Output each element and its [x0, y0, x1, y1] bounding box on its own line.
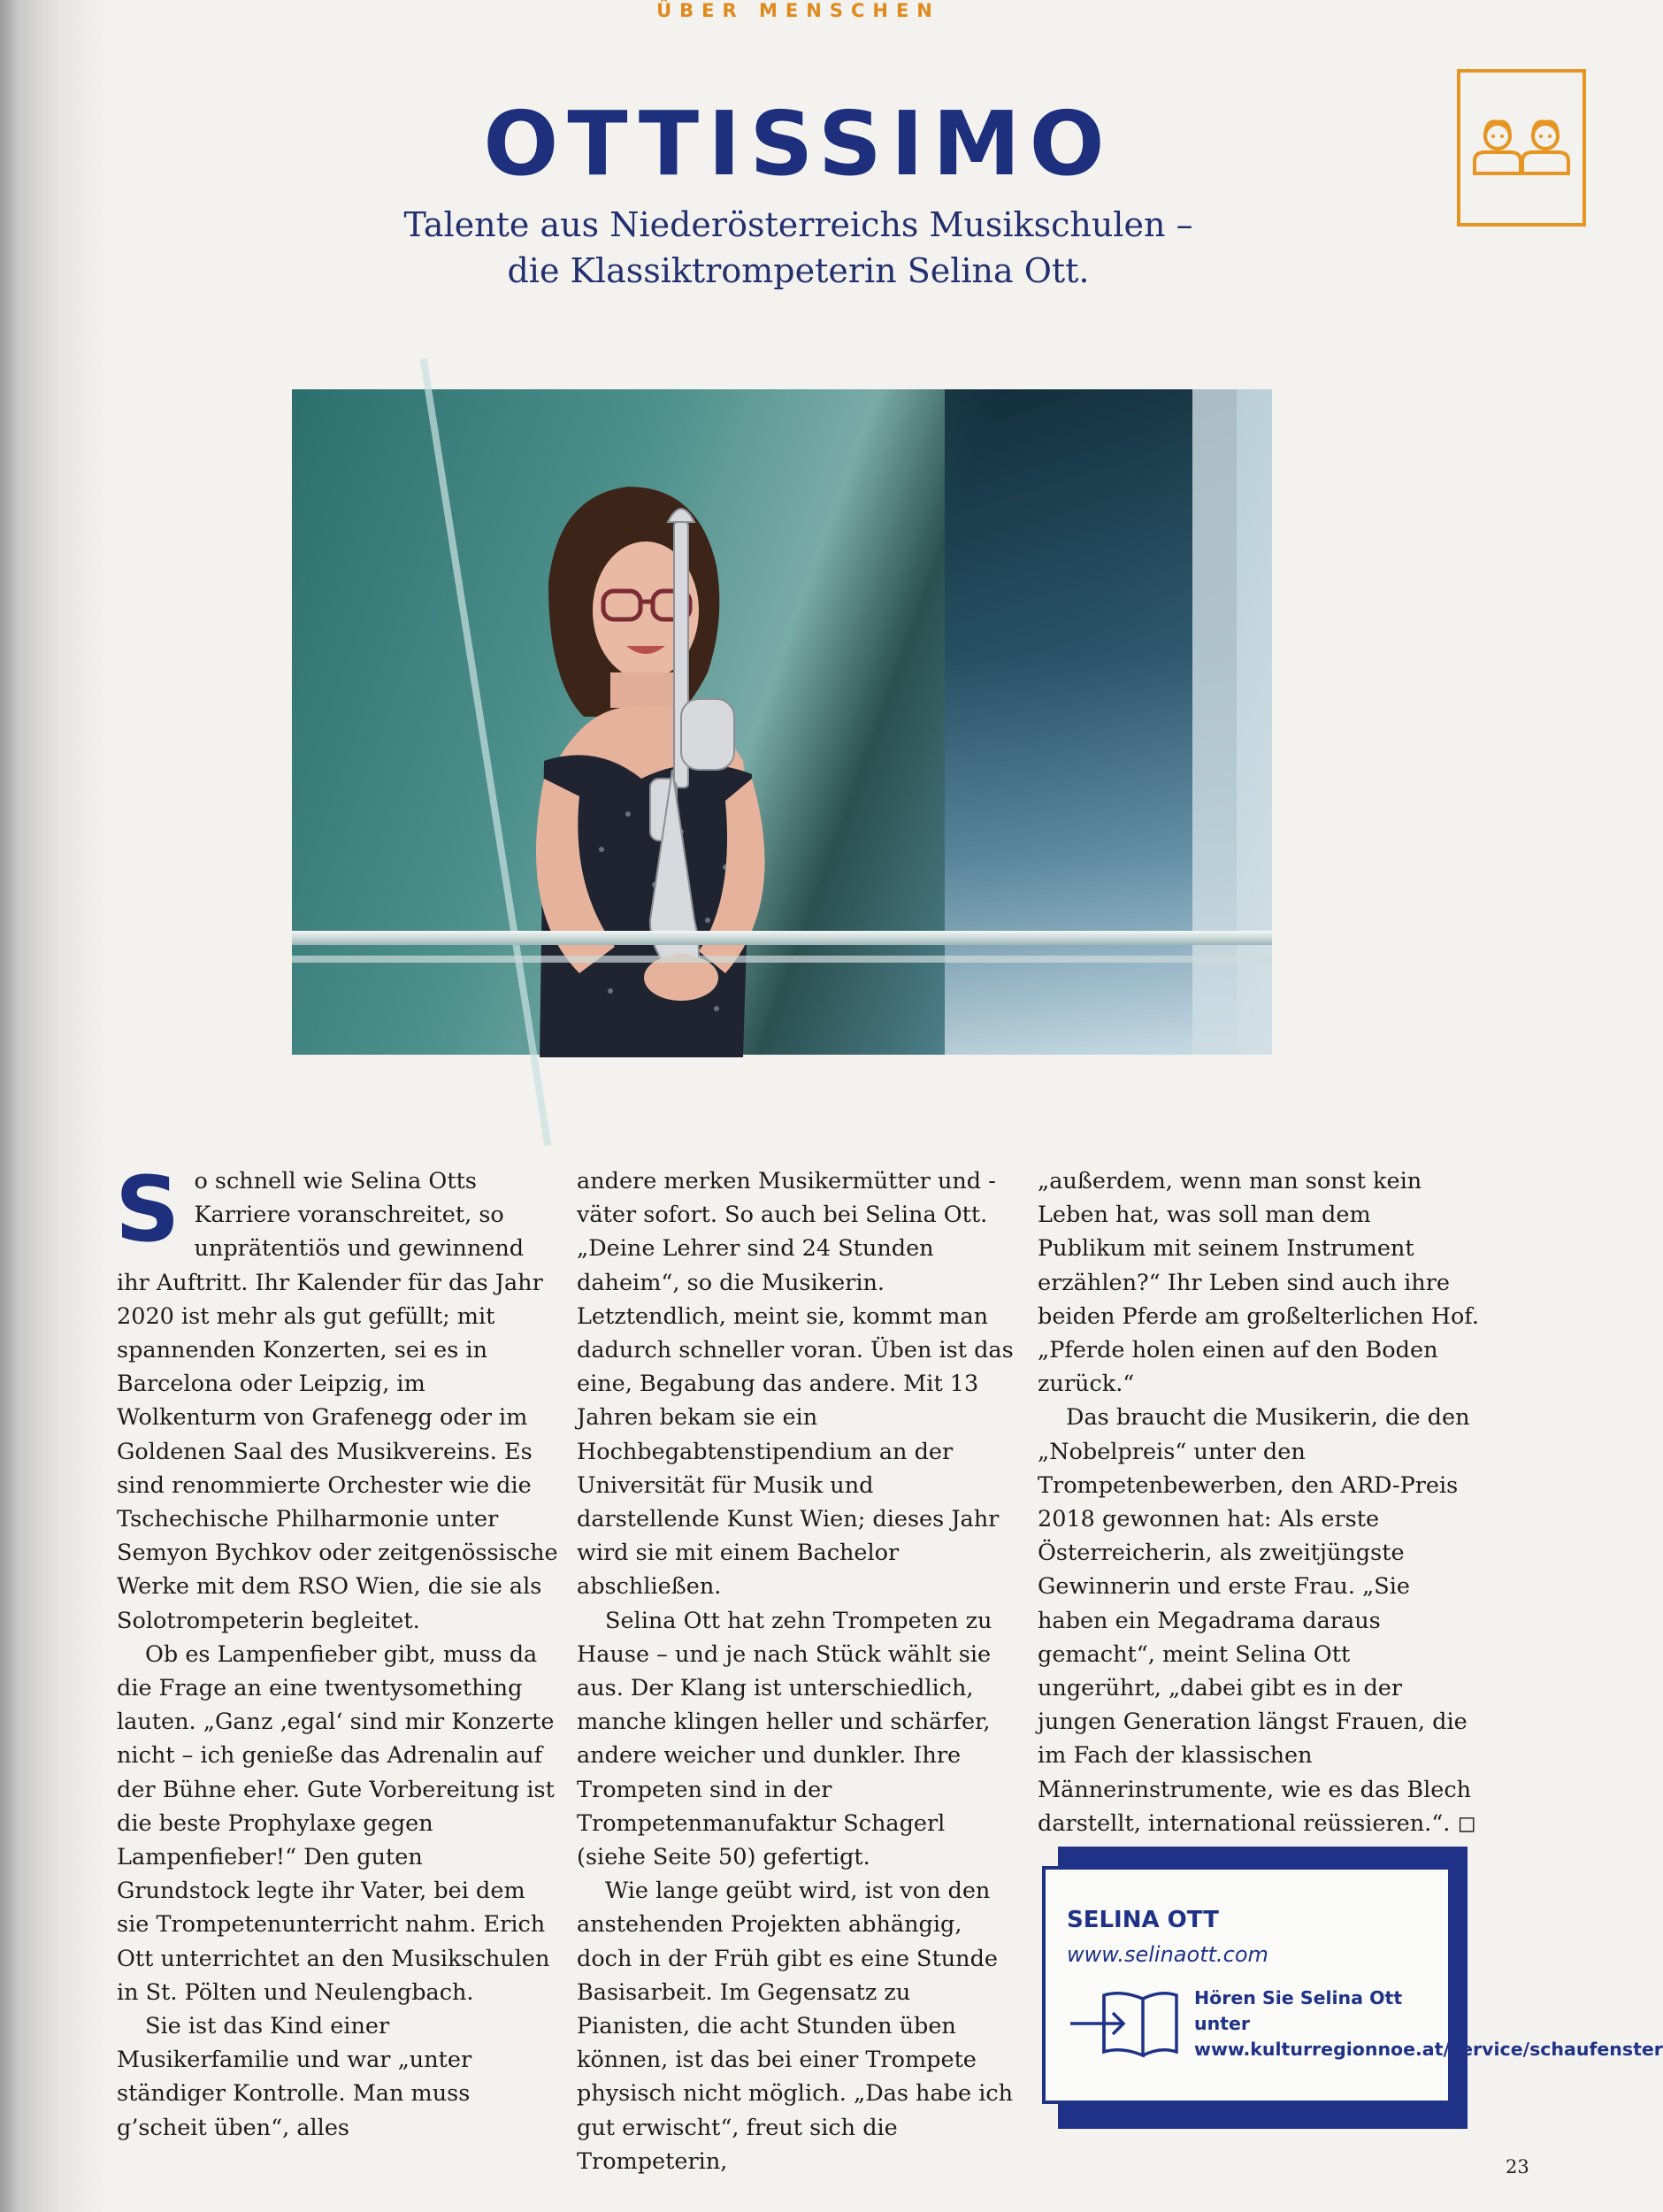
subtitle-line-1: Talente aus Niederösterreichs Musikschulen –	[403, 205, 1193, 244]
trumpet-player-photo	[292, 389, 1272, 1055]
infobox-name: SELINA OTT	[1067, 1907, 1219, 1933]
book-arrow-icon	[1069, 1985, 1182, 2062]
article-paragraph: So schnell wie Selina Otts Karriere voranschreitet, so unprätentiös und gewinnend ihr Auftritt. Ihr Kalender für das Jahr 2020 ist mehr als gut gefüllt; mit spannenden Konzerten, sei es in Barcelona oder Leipzig, im Wolkenturm von Grafenegg oder im Goldenen Saal des Musikvereins. Es sind renommierte Orchester wie die Tschechische Philharmonie unter Semyon Bychkov oder zeitgenössische Werke mit dem RSO Wien, die sie als Solotrompeterin begleitet.	[115, 1157, 558, 1634]
article-paragraph: Wie lange geübt wird, ist von den anstehenden Projekten abhängig, doch in der Früh gibt es eine Stunde Basisarbeit. Im Gegensatz zu Pianisten, die acht Stunden üben können, ist das bei einer Trompete physisch nicht möglich. „Das habe ich gut erwischt“, freut sich die Trompeterin,	[577, 1878, 1014, 2175]
article-paragraph: „außerdem, wenn man sonst kein Leben hat, was soll man dem Publikum mit seinem Instrument erzählen?“ Ihr Leben sind auch ihre beiden Pferde am großelterlichen Hof. „Pferde holen einen auf den Boden zurück.“	[1038, 1168, 1479, 1398]
website-link[interactable]: www.selinaott.com	[1067, 1942, 1268, 1967]
subtitle	[0, 202, 1597, 294]
section-tag: ÜBER MENSCHEN	[656, 0, 940, 21]
article-column-1	[115, 1157, 559, 2145]
article-paragraph: Sie ist das Kind einer Musikerfamilie und war „unter ständiger Kontrolle. Man muss g’scheit üben“, alles	[117, 2013, 472, 2141]
article-paragraph: Selina Ott hat zehn Trompeten zu Hause – und je nach Stück wählt sie aus. Der Klang ist unterschiedlich, manche klingen heller und schärfer, andere weicher und dunkler. Ihre Trompeten sind in der Trompetenmanufaktur Schagerl (siehe Seite 50) gefertigt.	[577, 1607, 992, 1871]
subtitle-line-2: die Klassiktrompeterin Selina Ott.	[507, 251, 1090, 290]
page-title: OTTISSIMO	[483, 92, 1114, 196]
article-paragraph: andere merken Musikermütter und -väter sofort. So auch bei Selina Ott. „Deine Lehrer sind 24 Stunden daheim“, so die Musikerin. Letztendlich, meint sie, kommt man dadurch schneller voran. Üben ist das eine, Begabung das andere. Mit 13 Jahren bekam sie ein Hochbegabtenstipendium an der Universität für Musik und darstellende Kunst Wien; dieses Jahr wird sie mit einem Bachelor abschließen.	[577, 1168, 1014, 1601]
article-paragraph: Das braucht die Musikerin, die den „Nobelpreis“ unter den Trompetenbewerben, den ARD-Preis 2018 gewonnen hat: Als erste Österreicherin, als zweitjüngste Gewinnerin und erste Frau. „Sie haben ein Megadrama daraus gemacht“, meint Selina Ott ungerührt, „dabei gibt es in der jungen Generation längst Frauen, die im Fach der klassischen Männerinstrumente, wie es das Blech darstellt, international reüssieren.“. ◻	[1038, 1404, 1476, 1837]
listen-link[interactable]: Hören Sie Selina Ott unter www.kulturregionnoe.at/service/schaufenster	[1194, 1987, 1663, 2060]
article-column-2	[577, 1164, 1019, 2178]
page-gutter-shadow	[0, 0, 106, 2212]
article-paragraph: Ob es Lampenfieber gibt, muss da die Frage an eine twentysomething lauten. „Ganz ‚egal‘ sind mir Konzerte nicht – ich genieße das Adrenalin auf der Bühne eher. Gute Vorbereitung ist die beste Prophylaxe gegen Lampenfieber!“ Den guten Grundstock legte ihr Vater, bei dem sie Trompetenunterricht nahm. Erich Ott unterrichtet an den Musikschulen in St. Pölten und Neulengbach.	[117, 1640, 555, 2006]
info-box	[1042, 1866, 1663, 2104]
article-column-3	[1038, 1164, 1480, 1840]
drop-cap: S	[115, 1157, 180, 1263]
page-number: 23	[1506, 2156, 1529, 2177]
